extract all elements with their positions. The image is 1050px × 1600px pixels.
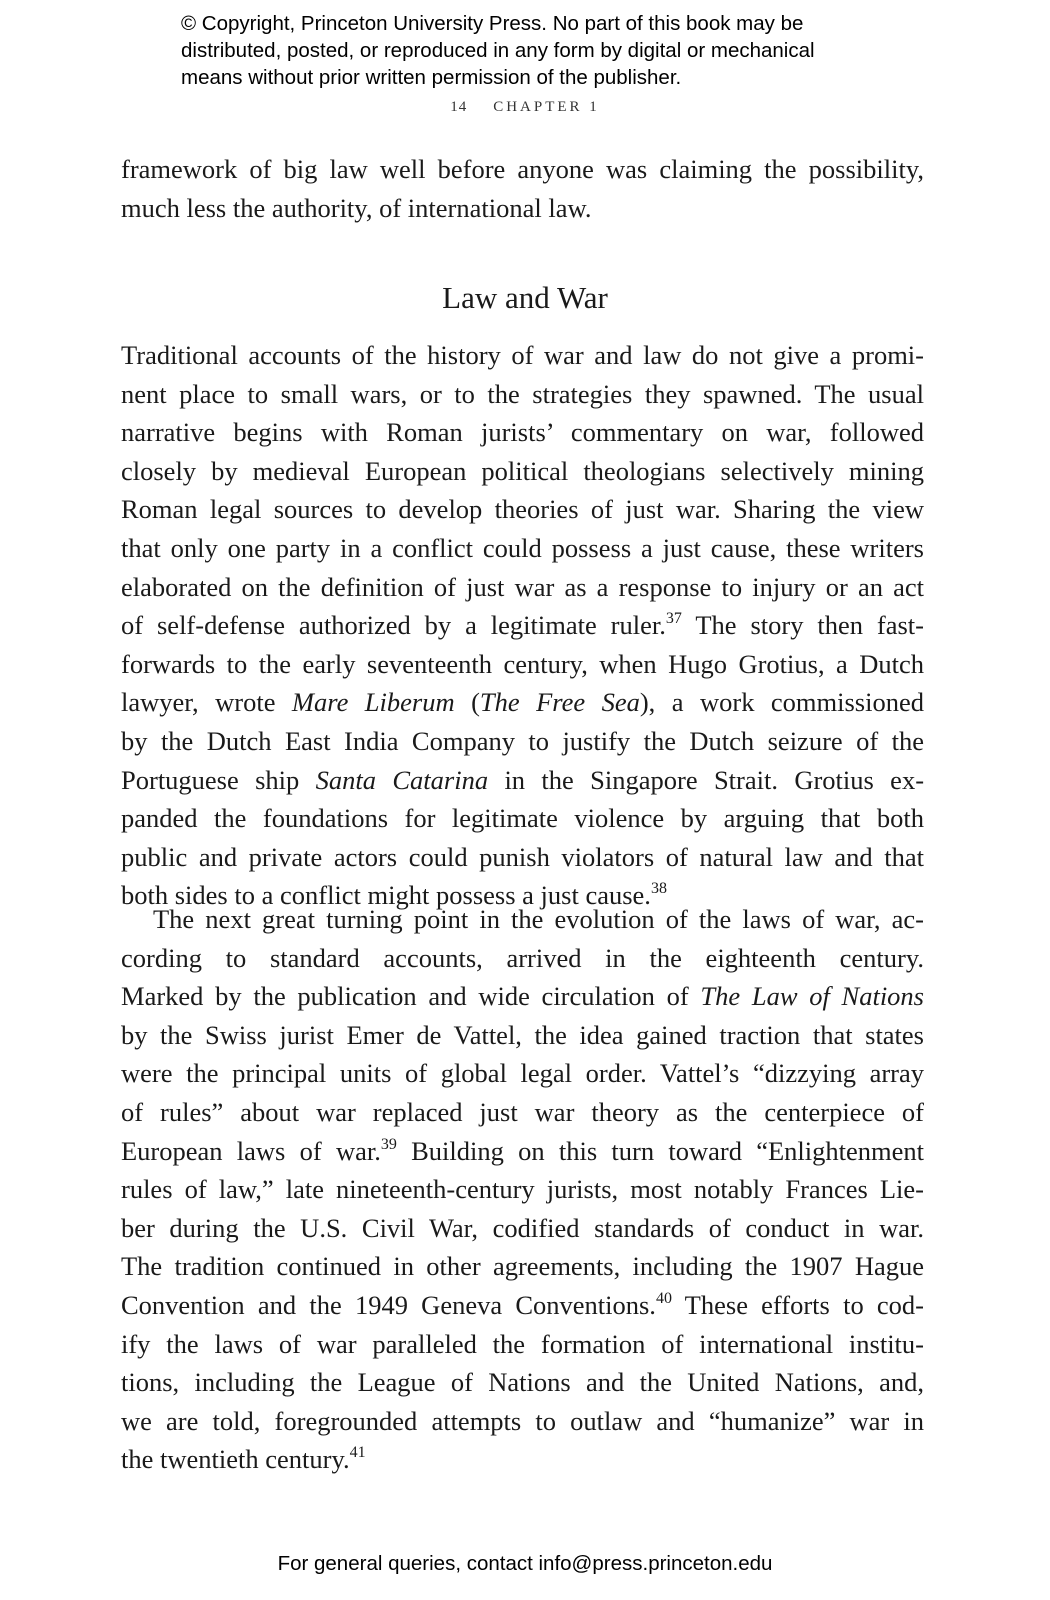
text-span: in the Singapore Strait. Grotius ex- xyxy=(488,764,925,795)
text-line xyxy=(121,1286,924,1325)
text-line: closely by medieval European political theologians selectively mining xyxy=(121,455,924,486)
text-line xyxy=(121,683,924,722)
text-line xyxy=(121,977,924,1016)
copyright-line: © Copyright, Princeton University Press. No part of this book may be xyxy=(181,12,804,35)
footnote-ref: 40 xyxy=(655,1289,672,1307)
text-line: forwards to the early seventeenth century, when Hugo Grotius, a Dutch xyxy=(121,648,924,679)
text-line: much less the authority, of international law. xyxy=(121,192,592,223)
text-line: ify the laws of war paralleled the formation of international institu- xyxy=(121,1328,924,1359)
text-line: public and private actors could punish violators of natural law and that xyxy=(121,841,924,872)
paragraph-1 xyxy=(121,336,924,915)
chapter-label: CHAPTER 1 xyxy=(493,99,600,115)
copyright-line: means without prior written permission of the publisher. xyxy=(181,66,682,89)
footer-contact: For general queries, contact info@press.princeton.edu xyxy=(277,1552,773,1575)
text-span: Portuguese ship xyxy=(121,764,316,795)
text-span: lawyer, wrote xyxy=(121,687,292,718)
text-span: both sides to a conflict might possess a just cause. xyxy=(121,880,651,911)
text-span: European laws of war. xyxy=(121,1135,381,1166)
text-span: The story then fast- xyxy=(681,610,924,641)
text-span: ), a work commissioned xyxy=(639,687,924,718)
text-span: Convention and the 1949 Geneva Conventions. xyxy=(121,1289,656,1320)
book-title: Mare Liberum xyxy=(291,687,455,718)
running-head xyxy=(0,99,1050,116)
text-line: rules of law,” late nineteenth-century jurists, most notably Frances Lie- xyxy=(121,1174,924,1205)
text-span: These efforts to cod- xyxy=(671,1289,924,1320)
footnote-ref: 37 xyxy=(665,610,682,628)
text-line: Roman legal sources to develop theories of just war. Sharing the view xyxy=(121,494,924,525)
text-line: of rules” about war replaced just war theory as the centerpiece of xyxy=(121,1096,924,1127)
text-line: tions, including the League of Nations and the United Nations, and, xyxy=(121,1367,924,1398)
footnote-ref: 39 xyxy=(380,1135,397,1153)
text-line: nent place to small wars, or to the strategies they spawned. The usual xyxy=(121,378,924,409)
copyright-line: distributed, posted, or reproduced in any form by digital or mechanical xyxy=(181,39,815,62)
text-line: framework of big law well before anyone was claiming the possibility, xyxy=(121,154,924,184)
text-line: were the principal units of global legal order. Vattel’s “dizzying array xyxy=(121,1058,924,1089)
text-span: Marked by the publication and wide circulation of xyxy=(121,981,701,1012)
text-line: The next great turning point in the evolution of the laws of war, ac- xyxy=(153,904,924,934)
paragraph-2 xyxy=(121,900,924,1479)
footnote-ref: 38 xyxy=(650,880,667,898)
text-span: ( xyxy=(454,687,480,718)
book-title: The Free Sea xyxy=(479,687,640,718)
text-line: The tradition continued in other agreements, including the 1907 Hague xyxy=(121,1251,924,1282)
text-line: we are told, foregrounded attempts to outlaw and “humanize” war in xyxy=(121,1405,924,1436)
book-title: The Law of Nations xyxy=(700,981,924,1012)
text-line: cording to standard accounts, arrived in the eighteenth century. xyxy=(121,942,924,973)
text-line: ber during the U.S. Civil War, codified standards of conduct in war. xyxy=(121,1212,924,1243)
text-line: Traditional accounts of the history of war and law do not give a promi- xyxy=(121,340,924,370)
text-line xyxy=(121,1440,924,1479)
text-span: the twentieth century. xyxy=(121,1444,350,1475)
text-line: narrative begins with Roman jurists’ commentary on war, followed xyxy=(121,417,924,448)
text-line: by the Dutch East India Company to justify the Dutch seizure of the xyxy=(121,725,924,756)
footnote-ref: 41 xyxy=(349,1444,366,1462)
text-span: Building on this turn toward “Enlightenment xyxy=(396,1135,924,1166)
text-line: panded the foundations for legitimate violence by arguing that both xyxy=(121,803,924,834)
text-span: of self-defense authorized by a legitimate ruler. xyxy=(121,610,666,641)
ship-name: Santa Catarina xyxy=(315,764,489,795)
text-line xyxy=(121,1132,924,1171)
text-line: that only one party in a conflict could possess a just cause, these writers xyxy=(121,532,924,563)
text-line: by the Swiss jurist Emer de Vattel, the idea gained traction that states xyxy=(121,1019,924,1050)
text-line xyxy=(121,761,924,800)
copyright-notice xyxy=(181,10,901,91)
page-number: 14 xyxy=(450,99,468,115)
intro-paragraph xyxy=(121,150,924,227)
text-line: elaborated on the definition of just war as a response to injury or an act xyxy=(121,571,924,602)
text-line xyxy=(121,606,924,645)
section-heading: Law and War xyxy=(442,280,608,315)
